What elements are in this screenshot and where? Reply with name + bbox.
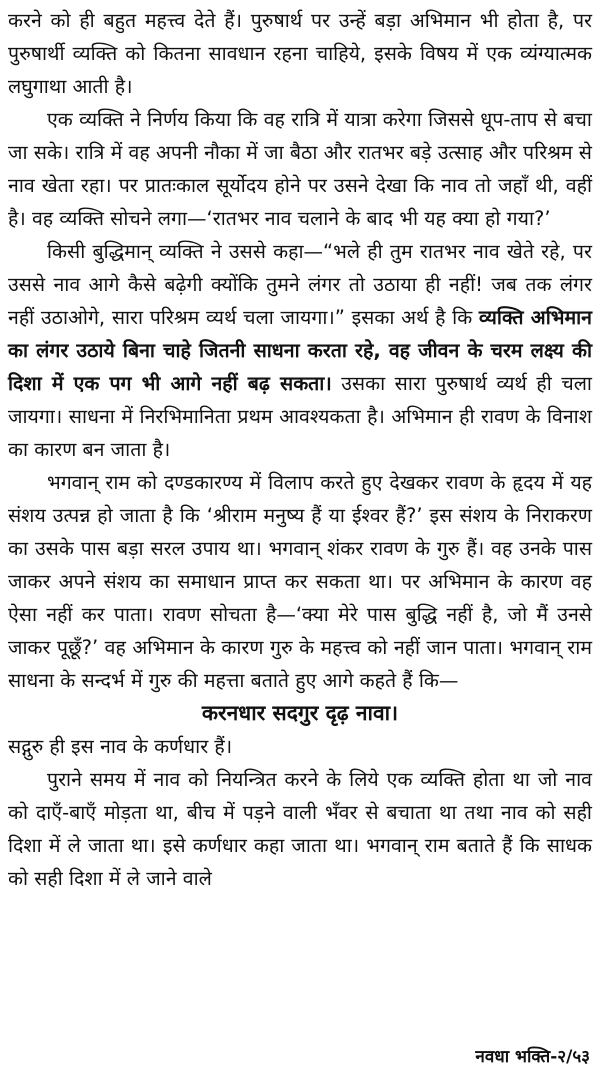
page-footer: नवधा भक्ति-२/५३ <box>475 1047 590 1067</box>
paragraph-4: भगवान् राम को दण्डकारण्य में विलाप करते हुए देखकर रावण के हृदय में यह संशय उत्पन्न हो जाता है कि ‘श्रीराम मनुष्य हैं या ईश्वर हैं?’ इस संशय के निराकरण का उसके पास बड़ा सरल उपाय था। भगवान् शंकर रावण के गुरु हैं। वह उनके पास जाकर अपने संशय का समाधान प्राप्त कर सकता था। पर अभिमान के कारण वह ऐसा नहीं कर पाता। रावण सोचता है—‘क्या मेरे पास बुद्धि नहीं है, जो मैं उनसे जाकर पूछूँ?’ वह अभिमान के कारण गुरु के महत्त्व को नहीं जान पाता। भगवान् राम साधना के सन्दर्भ में गुरु की महत्ता बताते हुए आगे कहते हैं कि— <box>8 471 592 692</box>
paragraph-6: पुराने समय में नाव को नियन्त्रित करने के लिये एक व्यक्ति होता था जो नाव को दाएँ-बाएँ मोड़ता था, बीच में पड़ने वाली भँवर से बचाता था तथा नाव को सही दिशा में ले जाता था। इसे कर्णधार कहा जाता था। भगवान् राम बताते हैं कि साधक को सही दिशा में ले जाने वाले <box>8 768 592 890</box>
paragraph-3-bold: व्यक्ति अभिमान का लंगर उठाये बिना चाहे जितनी साधना करता रहे, वह जीवन के चरम लक्ष्य की दिशा में एक पग भी आगे नहीं बढ़ सकता। <box>8 306 592 395</box>
paragraph-3-end: उसका सारा पुरुषार्थ व्यर्थ ही चला जायगा। साधना में निरभिमानिता प्रथम आवश्यकता है। अभिमान ही रावण के विनाश का कारण बन जाता है। <box>8 372 592 461</box>
paragraph-5: सद्गुरु ही इस नाव के कर्णधार हैं। <box>8 735 233 758</box>
paragraph-2: एक व्यक्ति ने निर्णय किया कि वह रात्रि में यात्रा करेगा जिससे धूप-ताप से बचा जा सके। रात्रि में वह अपनी नौका में जा बैठा और रातभर बड़े उत्साह और परिश्रम से नाव खेता रहा। पर प्रातःकाल सूर्योदय होने पर उसने देखा कि नाव तो जहाँ थी, वहीं है। वह व्यक्ति सोचने लगा—‘रातभर नाव चलाने के बाद भी यह क्या हो गया?’ <box>8 108 592 230</box>
paragraph-3-start: किसी बुद्धिमान् व्यक्ति ने उससे कहा—“भले ही तुम रातभर नाव खेते रहे, पर उससे नाव आगे कैसे बढ़ेगी क्योंकि तुमने लंगर तो उठाया ही नहीं! जब तक लंगर नहीं उठाओगे, सारा परिश्रम व्यर्थ चला जायगा।” इसका अर्थ है कि <box>8 240 592 329</box>
paragraph-3 <box>8 235 592 466</box>
paragraph-1: करने को ही बहुत महत्त्व देते हैं। पुरुषार्थ पर उन्हें बड़ा अभिमान भी होता है, पर पुरुषार्थी व्यक्ति को कितना सावधान रहना चाहिये, इसके विषय में एक व्यंग्यात्मक लघुगाथा आती है। <box>8 9 592 98</box>
verse-line: करनधार सदगुर दृढ़ नावा। <box>201 701 399 725</box>
